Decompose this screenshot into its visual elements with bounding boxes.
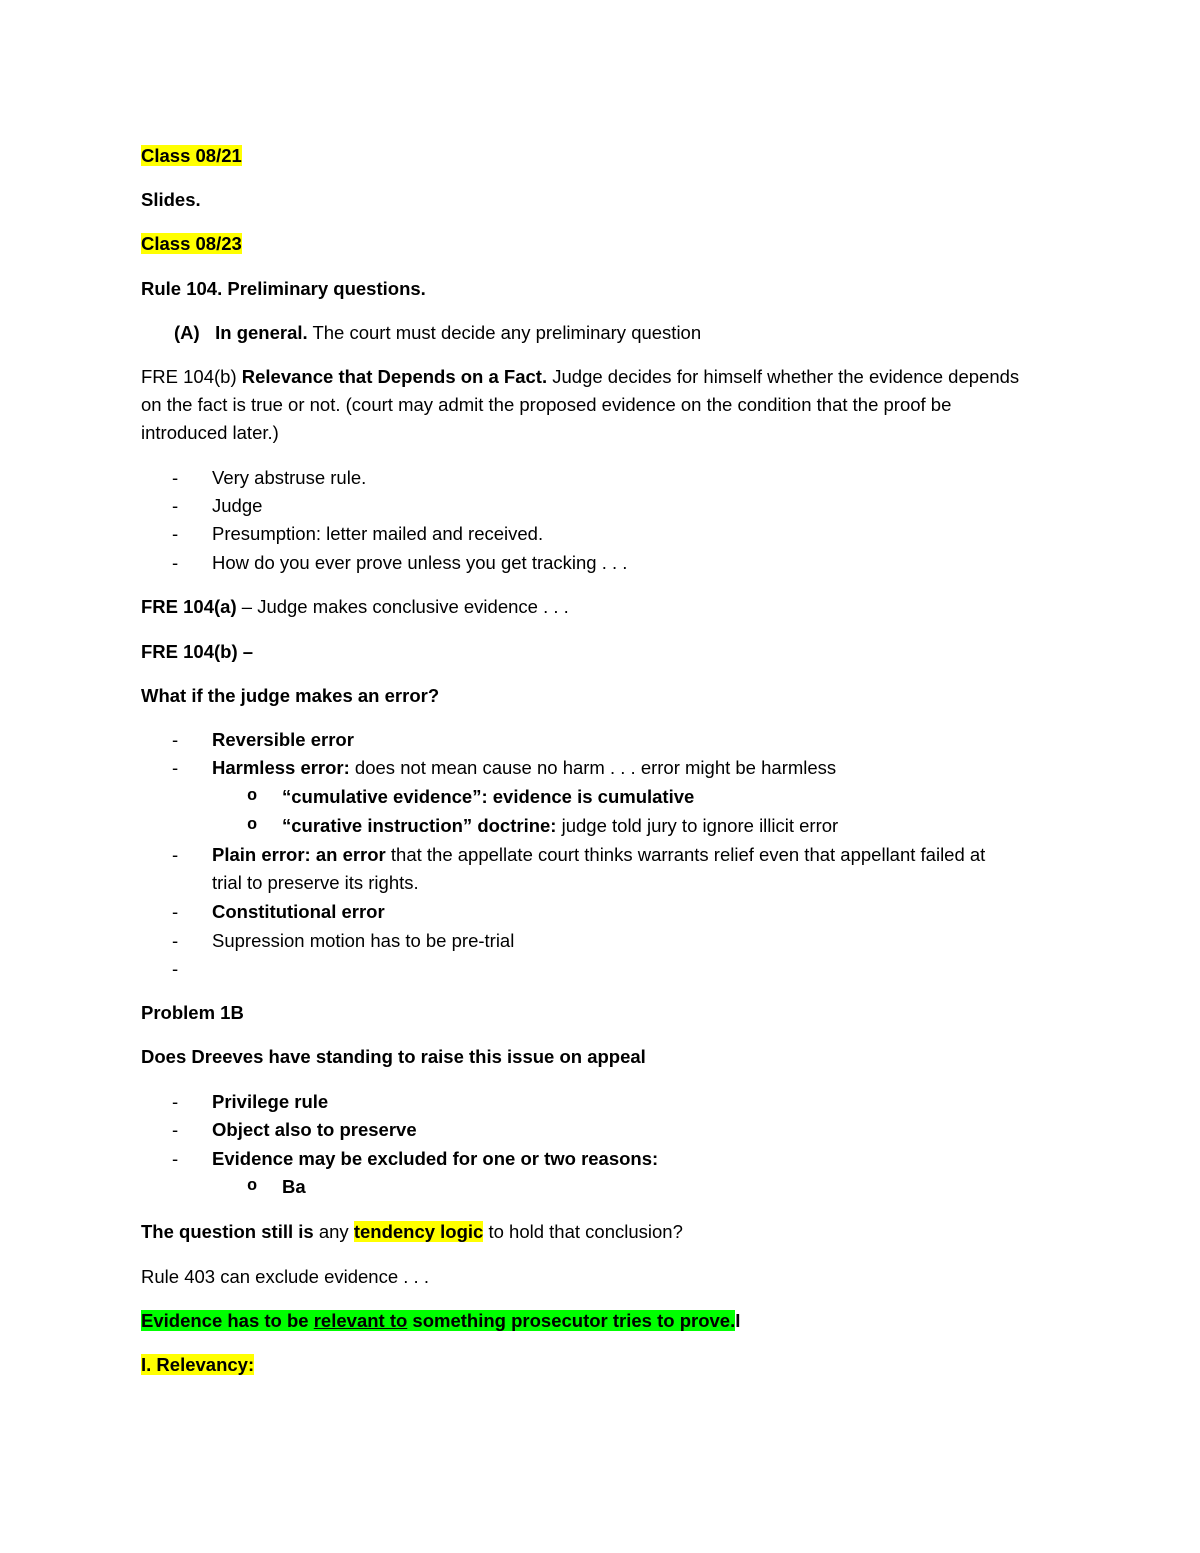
fre-104b-line: FRE 104(b) –	[141, 641, 254, 662]
bullet-item: Very abstruse rule.	[212, 467, 367, 488]
bullet-item: How do you ever prove unless you get tracking . . .	[212, 552, 628, 573]
fre-104a-line	[141, 596, 569, 618]
tendency-logic-line	[141, 1221, 683, 1243]
question-lead: The question still is	[141, 1221, 314, 1242]
bullet-dash: -	[172, 930, 179, 951]
rule-403-line: Rule 403 can exclude evidence . . .	[141, 1266, 429, 1287]
item-a-label: (A)	[174, 322, 200, 343]
privilege-rule-item: Privilege rule	[212, 1091, 329, 1112]
bullet-dash: -	[172, 523, 179, 544]
plain-error-text: that the appellate court thinks warrants relief even that appellant failed at	[385, 844, 986, 865]
empty-bullet-dash: -	[172, 958, 179, 979]
evidence-excluded-item: Evidence may be excluded for one or two reasons:	[212, 1148, 659, 1169]
question-rest: to hold that conclusion?	[483, 1221, 683, 1242]
relevancy-heading-line	[141, 1354, 254, 1376]
class-date-1: Class 08/21	[141, 145, 242, 166]
relevance-highlight	[141, 1310, 735, 1331]
relevancy-heading: I. Relevancy:	[141, 1354, 255, 1375]
fre-104b-text: Judge decides for himself whether the evidence depends	[547, 366, 1020, 387]
bullet-dash: -	[172, 757, 179, 778]
fre-104a-label: FRE 104(a)	[141, 596, 237, 617]
bullet-dash: -	[172, 844, 179, 865]
fre-104b-title: Relevance that Depends on a Fact.	[241, 366, 548, 387]
rule-104-a	[174, 322, 701, 344]
relevance-statement	[141, 1310, 740, 1332]
fre-104a-text: – Judge makes conclusive evidence . . .	[236, 596, 569, 617]
plain-error-continuation: trial to preserve its rights.	[212, 872, 419, 893]
item-a-heading: In general.	[215, 322, 308, 343]
curative-instruction-item	[282, 815, 838, 837]
judge-error-heading: What if the judge makes an error?	[141, 685, 440, 706]
object-preserve-item: Object also to preserve	[212, 1119, 417, 1140]
bullet-dash: -	[172, 1091, 179, 1112]
class-date-heading-2	[141, 233, 242, 255]
bullet-dash: -	[172, 901, 179, 922]
relevance-post: something prosecutor tries to prove.	[407, 1310, 736, 1331]
supression-motion-item: Supression motion has to be pre-trial	[212, 930, 515, 951]
bullet-dash: -	[172, 1119, 179, 1140]
plain-error-label: Plain error: an error	[212, 844, 386, 865]
fre-104b-paragraph-line-2: on the fact is true or not. (court may admit the proposed evidence on the condition that the proof be	[141, 394, 952, 415]
cumulative-evidence-item: “cumulative evidence”: evidence is cumulative	[282, 786, 695, 807]
reversible-error-item: Reversible error	[212, 729, 354, 750]
relevant-to-underlined: relevant to	[313, 1310, 408, 1331]
sub-bullet-marker: o	[247, 787, 258, 806]
bullet-dash: -	[172, 467, 179, 488]
relevance-pre: Evidence has to be	[141, 1310, 314, 1331]
bullet-item: Judge	[212, 495, 263, 516]
harmless-error-item	[212, 757, 836, 779]
bullet-dash: -	[172, 552, 179, 573]
item-a-text: The court must decide any preliminary question	[307, 322, 702, 343]
class-date-2: Class 08/23	[141, 233, 242, 254]
sub-bullet-marker: o	[247, 816, 258, 835]
bullet-dash: -	[172, 729, 179, 750]
harmless-error-text: does not mean cause no harm . . . error might be harmless	[349, 757, 837, 778]
constitutional-error-item: Constitutional error	[212, 901, 385, 922]
fre-104b-prefix: FRE 104(b)	[141, 366, 242, 387]
tendency-logic-highlight: tendency logic	[353, 1221, 484, 1242]
fre-104b-paragraph-line-1	[141, 366, 1019, 388]
question-mid: any	[313, 1221, 354, 1242]
slides-note: Slides.	[141, 189, 201, 210]
sub-bullet-marker: o	[247, 1177, 258, 1196]
ba-sub-item: Ba	[282, 1176, 306, 1197]
curative-instruction-text: judge told jury to ignore illicit error	[556, 815, 839, 836]
curative-instruction-label: “curative instruction” doctrine:	[282, 815, 557, 836]
plain-error-item	[212, 844, 985, 866]
standing-question: Does Dreeves have standing to raise this issue on appeal	[141, 1046, 646, 1067]
rule-104-heading: Rule 104. Preliminary questions.	[141, 278, 426, 299]
bullet-dash: -	[172, 1148, 179, 1169]
class-date-heading-1	[141, 145, 242, 167]
bullet-dash: -	[172, 495, 179, 516]
bullet-item: Presumption: letter mailed and received.	[212, 523, 544, 544]
relevance-tail: I	[735, 1310, 741, 1331]
problem-heading: Problem 1B	[141, 1002, 244, 1023]
fre-104b-paragraph-line-3: introduced later.)	[141, 422, 279, 443]
harmless-error-label: Harmless error:	[212, 757, 350, 778]
